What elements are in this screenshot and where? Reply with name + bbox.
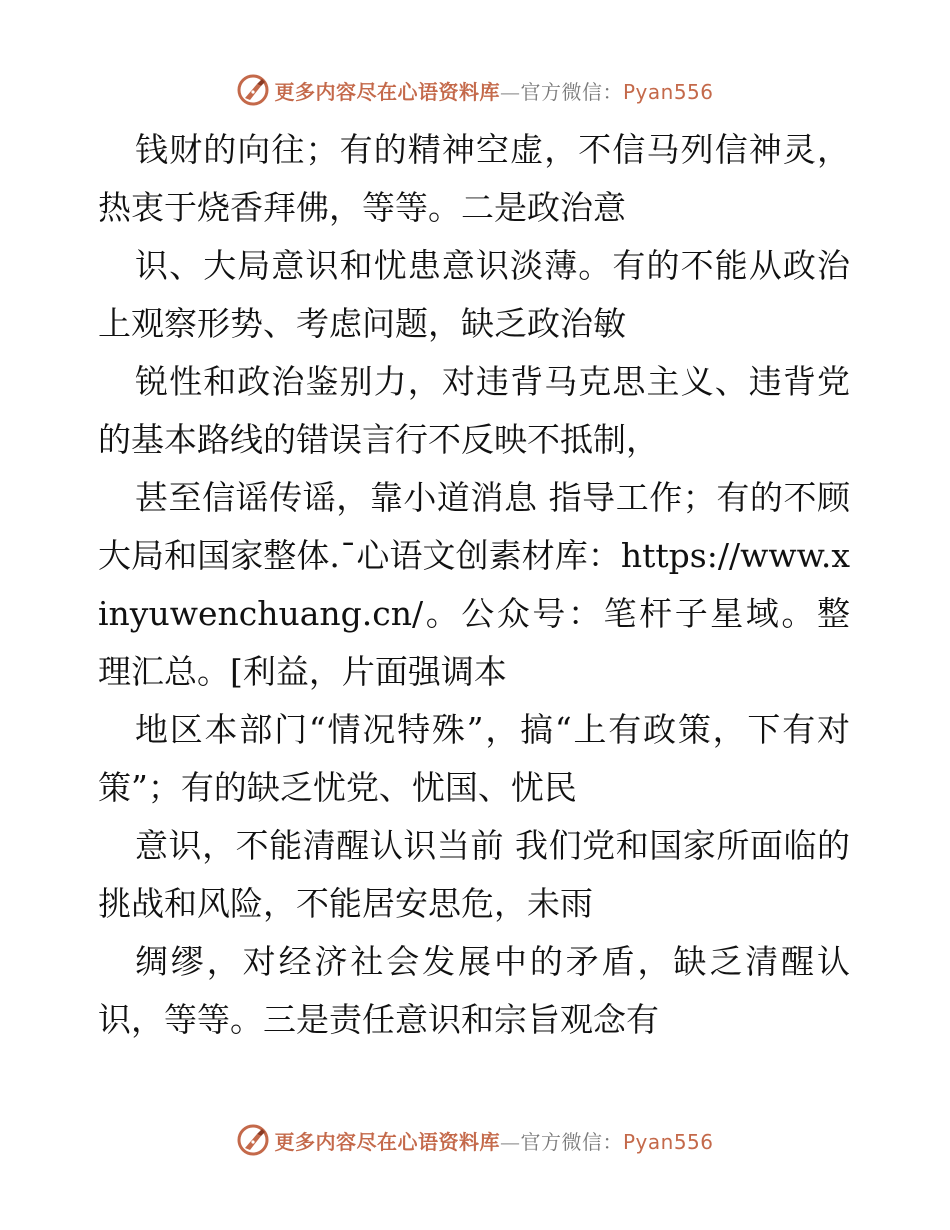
- footer-banner: [0, 1120, 950, 1160]
- site-name: 更多内容尽在心语资料库: [274, 1129, 500, 1154]
- document-body: [98, 121, 850, 1049]
- footer-banner-text: [274, 1126, 713, 1155]
- official-wechat-label: 官方微信：: [520, 1129, 623, 1154]
- paragraph: 绸缪，对经济社会发展中的矛盾，缺乏清醒认识，等等。三是责任意识和宗旨观念有: [98, 942, 850, 1039]
- paragraph: 钱财的向往；有的精神空虚，不信马列信神灵，热衷于烧香拜佛，等等。二是政治意: [98, 130, 850, 227]
- wechat-id: Pyan556: [622, 79, 714, 104]
- pen-nib-circle-icon: [236, 1123, 270, 1157]
- paragraph: 识、大局意识和忧患意识淡薄。有的不能从政治上观察形势、考虑问题，缺乏政治敏: [98, 246, 850, 343]
- paragraph: 锐性和政治鉴别力，对违背马克思主义、违背党的基本路线的错误言行不反映不抵制，: [98, 362, 850, 459]
- paragraph: 意识，不能清醒认识当前 我们党和国家所面临的挑战和风险，不能居安思危，未雨: [98, 826, 850, 923]
- header-banner: [0, 70, 950, 110]
- official-wechat-label: 官方微信：: [520, 79, 623, 104]
- site-name: 更多内容尽在心语资料库: [274, 79, 500, 104]
- header-banner-text: [274, 76, 713, 105]
- paragraph: 地区本部门“情况特殊”，搞“上有政策，下有对策”；有的缺乏忧党、忧国、忧民: [98, 710, 850, 807]
- banner-dash: —: [499, 1129, 521, 1154]
- wechat-id: Pyan556: [622, 1129, 714, 1154]
- paragraph: 甚至信谣传谣，靠小道消息 指导工作；有的不顾大局和国家整体.¯心语文创素材库：https://www.xinyuwenchuang.cn/。公众号：笔杆子星域。整理汇总。[利益，片面强调本: [98, 478, 850, 691]
- pen-nib-circle-icon: [236, 73, 270, 107]
- banner-dash: —: [499, 79, 521, 104]
